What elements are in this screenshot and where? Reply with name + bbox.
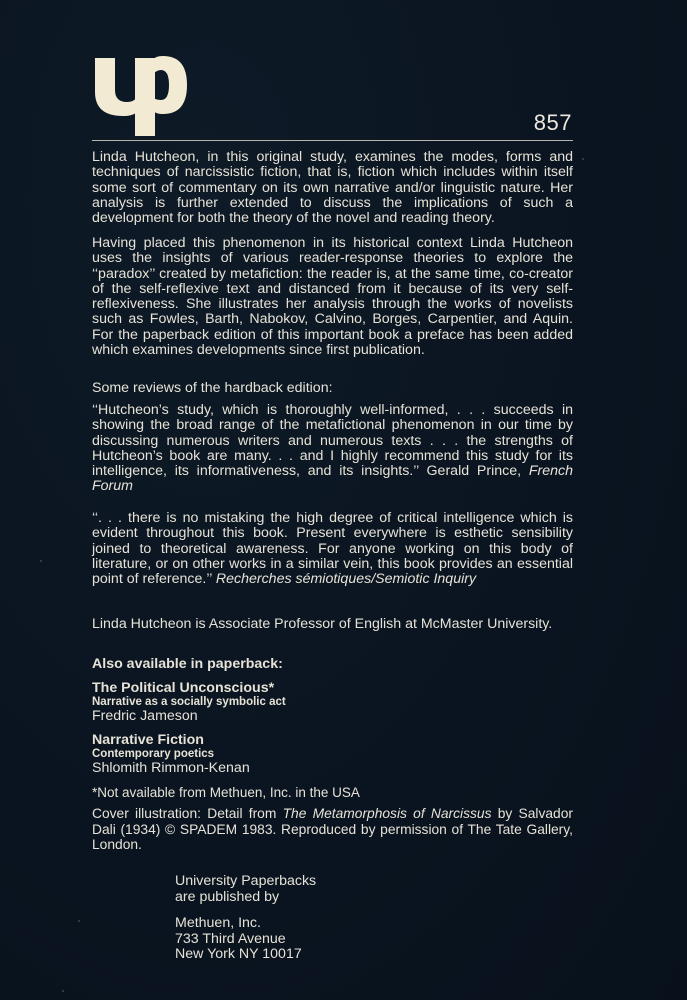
review-1 xyxy=(92,403,573,495)
book-1 xyxy=(92,681,573,725)
description-text: Linda Hutcheon, in this original study, examines the modes, forms and techniques of narcissistic fiction, that is, fiction which includes within itself some sort of commentary on its own narrative and/or linguistic nature. Her analysis is further extended to discuss the implications of such a development for both the theory of the novel and reading theory. xyxy=(92,149,573,227)
description-para-1 xyxy=(92,150,573,226)
university-paperbacks-logo-icon xyxy=(93,52,188,137)
reviews-heading xyxy=(92,381,573,396)
book-author: Shlomith Rimmon-Kenan xyxy=(92,760,250,777)
publisher-name: Methuen, Inc. xyxy=(175,915,261,931)
author-bio xyxy=(92,617,573,632)
up-logo xyxy=(93,52,188,137)
publisher-line-2: are published by xyxy=(175,888,280,905)
description-text: Having placed this phenomenon in its historical context Linda Hutcheon uses the insights of various reader-response theories to explore the ‘‘paradox’’ created by metafiction: the reader is, at the same time, co-creator of the self-reflexive text and distanced from it because of its very self-reflexiveness. She illustrates her analysis through the works of novelists such as Fowles, Barth, Nabokov, Calvino, Borges, Carpentier, and Aquin. For the paperback edition of this important book a preface has been added which examines developments since first publication. xyxy=(92,235,573,359)
cover-artwork-title: The Metamorphosis of Narcissus xyxy=(282,806,492,821)
review-quote: ‘‘. . . there is no mistaking the high degree of critical intelligence which is evident throughout this book. Present everywhere is esthetic sensibility joined to theoretical awareness. For anyone working on this body of literature, or on other works in a similar vein, this book provides an essential point of reference.’’ xyxy=(92,510,573,588)
book-subtitle: Contemporary poetics xyxy=(92,748,215,761)
book-title: Narrative Fiction xyxy=(92,732,204,748)
publisher-block xyxy=(175,874,395,963)
review-source: French Forum xyxy=(92,463,573,495)
cover-credit-prefix: Cover illustration: Detail from xyxy=(92,806,283,821)
also-available-heading: Also available in paperback: xyxy=(92,656,283,672)
publisher-line-1: University Paperbacks xyxy=(175,873,317,889)
speck xyxy=(78,920,80,922)
speck xyxy=(40,560,42,562)
reviews-heading-text: Some reviews of the hardback edition: xyxy=(92,380,333,396)
book-author: Fredric Jameson xyxy=(92,708,198,725)
description-para-2 xyxy=(92,236,573,358)
book-title: The Political Unconscious* xyxy=(92,680,275,696)
cover-credit xyxy=(92,806,573,853)
footnote: *Not available from Methuen, Inc. in the USA xyxy=(92,785,360,800)
speck xyxy=(62,990,64,992)
review-quote: ‘‘Hutcheon’s study, which is thoroughly well-informed, . . . succeeds in showing the broad range of the metafictional phenomenon in our time by discussing numerous writers and numerous texts . . . the strengths of Hutcheon’s book are many. . . and I highly recommend this study for its intelligence, its informativeness, and its insights.’’ Gerald Prince, xyxy=(92,402,573,480)
review-source: Recherches sémiotiques/Semiotic Inquiry xyxy=(215,571,477,588)
cover-credit-suffix: by Salvador Dali (1934) © SPADEM 1983. Reproduced by permission of The Tate Gallery, London. xyxy=(92,806,573,852)
publisher-city: New York NY 10017 xyxy=(175,946,302,962)
speck xyxy=(582,158,584,160)
horizontal-rule xyxy=(92,140,573,141)
series-number: 857 xyxy=(533,110,572,135)
review-2 xyxy=(92,511,573,587)
book-subtitle: Narrative as a socially symbolic act xyxy=(92,696,286,709)
publisher-street: 733 Third Avenue xyxy=(175,930,286,947)
book-2 xyxy=(92,733,573,777)
author-bio-text: Linda Hutcheon is Associate Professor of English at McMaster University. xyxy=(92,616,553,632)
